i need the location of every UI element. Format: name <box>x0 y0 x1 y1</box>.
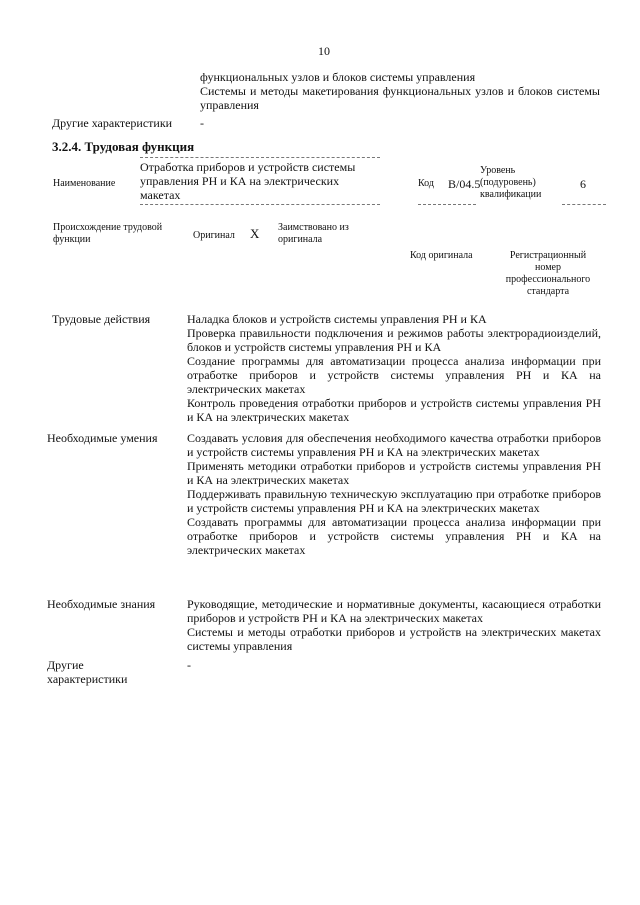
skill-item: Создавать программы для автоматизации процесса анализа информации при отработке приборов и устройств системы управления РН и КА на электрических макетах <box>187 515 601 557</box>
reg-number-label: Регистрационный номер профессионального стандарта <box>505 250 591 297</box>
top-line-2: Системы и методы макетирования функциональных узлов и блоков системы управления <box>200 84 600 112</box>
knowledge-label: Необходимые знания <box>47 597 156 611</box>
skills-label: Необходимые умения <box>47 431 158 445</box>
action-item: Наладка блоков и устройств системы управления РН и КА <box>187 312 487 326</box>
skill-item: Применять методики отработки приборов и устройств системы управления РН и КА на электрических макетах <box>187 459 601 487</box>
section-title: 3.2.4. Трудовая функция <box>52 139 195 154</box>
top-continuation <box>200 70 600 112</box>
action-item: Контроль проведения отработки приборов и устройств системы управления РН и КА на электрических макетах <box>187 396 601 424</box>
knowledge-list <box>187 597 601 653</box>
code-value: B/04.5 <box>448 177 481 191</box>
skill-item: Создавать условия для обеспечения необходимого качества отработки приборов и устройств системы управления РН и КА на электрических макетах <box>187 431 601 459</box>
skills-list <box>187 431 601 557</box>
top-line-1: функциональных узлов и блоков системы управления <box>200 70 476 84</box>
action-item: Проверка правильности подключения и режимов работы электрорадиоизделий, блоков и устройств системы управления РН и КА <box>187 326 601 354</box>
actions-list <box>187 312 601 424</box>
knowledge-item: Системы и методы отработки приборов и устройств на электрических макетах системы управления <box>187 625 601 653</box>
other-value: - <box>187 658 191 672</box>
code-label: Код <box>418 178 434 189</box>
name-label: Наименование <box>53 178 116 189</box>
level-value: 6 <box>580 177 586 191</box>
other-label: Другие характеристики <box>47 658 128 686</box>
borrowed-label: Заимствовано из оригинала <box>278 222 349 245</box>
name-value: Отработка приборов и устройств системы управления РН и КА на электрических макетах <box>140 160 356 202</box>
action-item: Создание программы для автоматизации процесса анализа информации при отработке приборов и устройств системы управления РН и КА на электрических макетах <box>187 354 601 396</box>
top-other-label: Другие характеристики <box>52 116 173 130</box>
level-label: Уровень (подуровень) квалификации <box>480 165 542 200</box>
code-original-label: Код оригинала <box>410 250 473 261</box>
skill-item: Поддерживать правильную техническую эксплуатацию при отработке приборов и устройств системы управления РН и КА на электрических макетах <box>187 487 601 515</box>
origin-label: Происхождение трудовой функции <box>53 222 163 245</box>
knowledge-item: Руководящие, методические и нормативные документы, касающиеся отработки приборов и устройств РН и КА на электрических макетах <box>187 597 601 625</box>
original-mark: X <box>250 226 260 241</box>
top-other-value: - <box>200 116 204 130</box>
actions-label: Трудовые действия <box>52 312 151 326</box>
page-number: 10 <box>318 44 330 58</box>
original-label: Оригинал <box>193 230 235 241</box>
